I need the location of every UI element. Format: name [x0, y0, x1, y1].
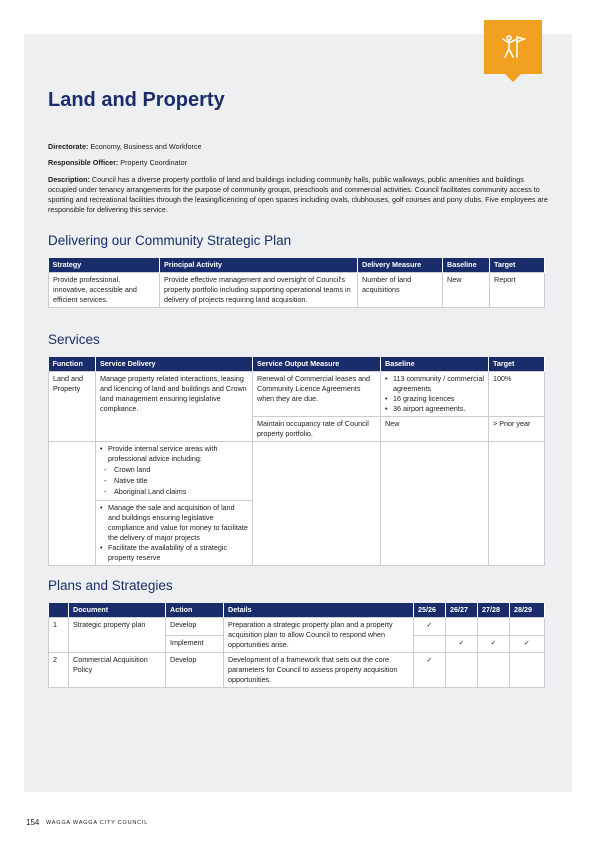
page-number: 154 — [26, 818, 40, 827]
services-header-measure: Service Output Measure — [253, 357, 381, 372]
check-icon: ✓ — [478, 635, 510, 653]
plans-cell-empty — [446, 618, 478, 636]
services-target-2: > Prior year — [489, 417, 545, 442]
officer-label: Responsible Officer: — [48, 158, 119, 167]
csp-header-activity: Principal Activity — [160, 258, 358, 273]
plans-cell-empty — [446, 653, 478, 688]
plans-header-action: Action — [166, 603, 224, 618]
services-header-baseline: Baseline — [381, 357, 489, 372]
plans-row-2-document: Commercial Acquisition Policy — [69, 653, 166, 688]
list-item: - Crown land — [100, 465, 248, 475]
plans-cell-empty — [478, 618, 510, 636]
plans-row-2-details: Development of a framework that sets out the core parameters for Council to assess property acquisition opportunities. — [224, 653, 414, 688]
services-header-target: Target — [489, 357, 545, 372]
services-delivery-1: Manage property related interactions, leasing and licencing of land and buildings and Crown land management ensuring legislative compliance. — [96, 372, 253, 442]
csp-strategy: Provide professional, innovative, accessible and efficient services. — [49, 273, 160, 308]
plans-header-year-4: 28/29 — [510, 603, 545, 618]
csp-header-measure: Delivery Measure — [358, 258, 443, 273]
csp-baseline: New — [443, 273, 490, 308]
csp-measure: Number of land acquisitions — [358, 273, 443, 308]
services-measure-empty — [253, 442, 381, 566]
plans-cell-empty — [478, 653, 510, 688]
plans-row-1-document: Strategic property plan — [69, 618, 166, 653]
list-item: - Native title — [100, 476, 248, 486]
services-baseline-1 — [381, 372, 489, 417]
plans-row-1-details: Preparation a strategic property plan and a property acquisition plan to allow Council to respond when opportunities arise. — [224, 618, 414, 653]
directorate-line — [48, 142, 554, 152]
plans-cell-empty — [510, 618, 545, 636]
description-line — [48, 175, 554, 215]
list-item: - Aboriginal Land claims — [100, 487, 248, 497]
section-badge — [484, 20, 542, 74]
csp-target: Report — [490, 273, 545, 308]
plans-header-year-2: 26/27 — [446, 603, 478, 618]
services-table — [48, 357, 545, 566]
table-row — [49, 372, 545, 417]
services-function-empty — [49, 442, 96, 566]
description-label: Description: — [48, 175, 90, 184]
plans-header-details: Details — [224, 603, 414, 618]
csp-heading: Delivering our Community Strategic Plan — [48, 233, 292, 248]
csp-header-target: Target — [490, 258, 545, 273]
page-title: Land and Property — [48, 89, 225, 111]
plans-heading: Plans and Strategies — [48, 578, 173, 593]
table-row — [49, 273, 545, 308]
plans-cell-empty — [510, 653, 545, 688]
services-baseline-2: New — [381, 417, 489, 442]
list-item: • 36 airport agreements. — [385, 404, 484, 414]
table-row — [49, 442, 545, 501]
services-baseline-empty — [381, 442, 489, 566]
list-item: • Facilitate the availability of a strategic property reserve — [100, 543, 248, 563]
plans-header-document: Document — [69, 603, 166, 618]
list-item: • Provide internal service areas with professional advice including: — [100, 444, 248, 464]
footer-organisation: WAGGA WAGGA CITY COUNCIL — [46, 820, 149, 826]
csp-header-strategy: Strategy — [49, 258, 160, 273]
services-header-row — [49, 357, 545, 372]
csp-table — [48, 258, 545, 308]
services-function: Land and Property — [49, 372, 96, 442]
directorate-value: Economy, Business and Workforce — [88, 142, 202, 151]
csp-header-row — [49, 258, 545, 273]
check-icon: ✓ — [414, 653, 446, 688]
plans-table — [48, 603, 545, 688]
list-item: • Manage the sale and acquisition of land and buildings ensuring legislative compliance and value for money to facilitate the delivery of major projects — [100, 503, 248, 543]
services-measure-2: Maintain occupancy rate of Council property portfolio. — [253, 417, 381, 442]
services-delivery-2 — [96, 442, 253, 501]
officer-value: Property Coordinator — [118, 158, 188, 167]
services-measure-1: Renewal of Commercial leases and Community Licence Agreements when they are due. — [253, 372, 381, 417]
plans-row-1-action-develop: Develop — [166, 618, 224, 636]
badge-pointer — [505, 74, 521, 82]
check-icon: ✓ — [510, 635, 545, 653]
services-heading: Services — [48, 332, 100, 347]
plans-header-row — [49, 603, 545, 618]
plans-cell-empty — [414, 635, 446, 653]
plans-header-num — [49, 603, 69, 618]
table-row — [49, 618, 545, 636]
directorate-label: Directorate: — [48, 142, 89, 151]
description-value: Council has a diverse property portfolio of land and buildings including community halls, public walkways, public amenities and buildings occupied under tenancy arrangements for the purpose of community groups, preschools and commercial activities. Council facilitates community access to sporting and recreational facilities through the leasing/licencing of open spaces including ovals, clubhouses, golf courses and pony clubs. Five employees are responsible for delivering this service. — [48, 175, 548, 214]
check-icon: ✓ — [414, 618, 446, 636]
plans-row-2-num: 2 — [49, 653, 69, 688]
plans-header-year-3: 27/28 — [478, 603, 510, 618]
plans-row-1-action-implement: Implement — [166, 635, 224, 653]
officer-line — [48, 158, 554, 168]
csp-activity: Provide effective management and oversight of Council's property portfolio including supporting operational teams in delivery of projects requiring land acquisition. — [160, 273, 358, 308]
list-item: • 16 grazing licences — [385, 394, 484, 404]
table-row — [49, 653, 545, 688]
plans-row-2-action: Develop — [166, 653, 224, 688]
services-header-delivery: Service Delivery — [96, 357, 253, 372]
services-header-function: Function — [49, 357, 96, 372]
csp-header-baseline: Baseline — [443, 258, 490, 273]
plans-row-1-num: 1 — [49, 618, 69, 653]
services-target-empty — [489, 442, 545, 566]
plans-header-year-1: 25/26 — [414, 603, 446, 618]
list-item: • 113 community / commercial agreements — [385, 374, 484, 394]
services-delivery-3 — [96, 501, 253, 566]
check-icon: ✓ — [446, 635, 478, 653]
person-flag-icon — [499, 33, 527, 61]
services-target-1: 100% — [489, 372, 545, 417]
